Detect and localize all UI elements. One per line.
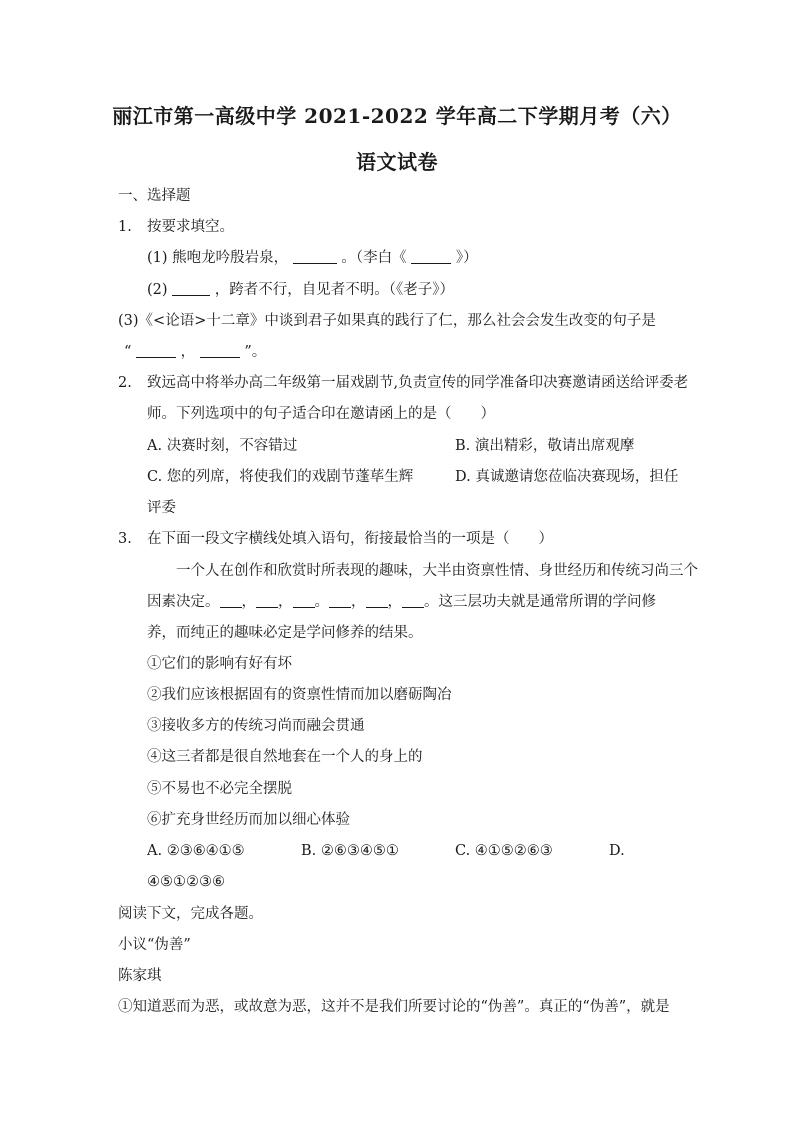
answer-blank[interactable] bbox=[411, 249, 451, 264]
question-number: 2. bbox=[118, 375, 132, 391]
option-b[interactable]: B. ②⑥③④⑤① bbox=[301, 843, 399, 859]
sep: 。 bbox=[424, 594, 439, 610]
answer-blank[interactable] bbox=[366, 593, 388, 608]
sep: ， bbox=[387, 594, 402, 610]
close-quote: ”。 bbox=[244, 344, 267, 360]
passage-text: 因素决定。 bbox=[147, 594, 220, 610]
option-a[interactable]: A. 决赛时刻，不容错过 bbox=[147, 438, 298, 454]
passage-line: 养，而纯正的趣味必定是学问修养的结果。 bbox=[147, 625, 423, 641]
option-d[interactable]: D. bbox=[609, 843, 625, 859]
question-number: 1. bbox=[118, 219, 132, 235]
sentence-item: ③接收多方的传统习尚而融会贯通 bbox=[147, 718, 365, 734]
q1-item-1-text-b: 。（李白《 bbox=[341, 250, 407, 266]
exam-title: 丽江市第一高级中学 2021-2022 学年高二下学期月考（六） bbox=[112, 104, 682, 128]
option-c[interactable]: C. ④①⑤②⑥③ bbox=[455, 843, 553, 859]
answer-blank[interactable] bbox=[293, 593, 315, 608]
passage-line: 一个人在创作和欣赏时所表现的趣味，大半由资禀性情、身世经历和传统习尚三个 bbox=[176, 563, 698, 579]
q1-item-1-text: (1) 熊咆龙吟殷岩泉， bbox=[147, 250, 289, 266]
article-paragraph: ①知道恶而为恶，或故意为恶，这并不是我们所要讨论的“伪善”。真正的“伪善”，就是 bbox=[118, 999, 670, 1015]
q1-item-3: (3)《<论语>十二章》中谈到君子如果真的践行了仁，那么社会会发生改变的句子是 bbox=[118, 313, 656, 329]
article-author: 陈家琪 bbox=[118, 968, 162, 984]
passage-text: 这三层功夫就是通常所谓的学问修 bbox=[438, 594, 656, 610]
option-a[interactable]: A. ②③⑥④①⑤ bbox=[147, 843, 245, 859]
question-stem: 在下面一段文字横线处填入语句，衔接最恰当的一项是（ ） bbox=[147, 531, 553, 547]
sentence-item: ⑤不易也不必完全摆脱 bbox=[147, 781, 292, 797]
answer-blank[interactable] bbox=[220, 593, 242, 608]
article-title: 小议“伪善” bbox=[118, 937, 191, 953]
reading-intro: 阅读下文，完成各题。 bbox=[118, 906, 263, 922]
q1-item-2-num: (2) bbox=[147, 282, 168, 298]
q1-item-2-text: ，跨者不行，自见者不明。（《老子》） bbox=[214, 282, 455, 298]
question-stem: 致远高中将举办高二年级第一届戏剧节,负责宣传的同学准备印决赛邀请函送给评委老 bbox=[147, 375, 689, 391]
comma: ， bbox=[180, 344, 196, 360]
sep: ， bbox=[351, 594, 366, 610]
passage-line-blanks bbox=[147, 593, 656, 611]
sentence-item: ②我们应该根据固有的资禀性情而加以磨砺陶冶 bbox=[147, 687, 452, 703]
q1-item-1 bbox=[147, 249, 478, 267]
sep: ， bbox=[241, 594, 256, 610]
answer-blank[interactable] bbox=[200, 343, 240, 358]
section-heading: 一、选择题 bbox=[118, 188, 191, 204]
question-stem-cont: 师。下列选项中的句子适合印在邀请函上的是（ ） bbox=[147, 406, 495, 422]
answer-blank[interactable] bbox=[329, 593, 351, 608]
q1-item-2 bbox=[147, 281, 454, 299]
answer-blank[interactable] bbox=[293, 249, 337, 264]
q1-item-1-text-c: 》） bbox=[455, 250, 478, 266]
answer-blank[interactable] bbox=[136, 343, 176, 358]
answer-blank[interactable] bbox=[402, 593, 424, 608]
sep: 。 bbox=[314, 594, 329, 610]
question-number: 3. bbox=[118, 531, 132, 547]
question-stem: 按要求填空。 bbox=[147, 219, 234, 235]
sentence-item: ①它们的影响有好有坏 bbox=[147, 656, 292, 672]
answer-blank[interactable] bbox=[256, 593, 278, 608]
open-quote: “ bbox=[124, 344, 132, 360]
option-d-cont: 评委 bbox=[147, 500, 176, 516]
answer-blank[interactable] bbox=[172, 281, 210, 296]
sentence-item: ⑥扩充身世经历而加以细心体验 bbox=[147, 812, 350, 828]
option-b[interactable]: B. 演出精彩，敬请出席观摩 bbox=[455, 438, 635, 454]
option-d-cont: ④⑤①②③⑥ bbox=[147, 874, 225, 890]
option-c[interactable]: C. 您的列席，将使我们的戏剧节蓬荜生辉 bbox=[147, 469, 414, 485]
sep: ， bbox=[278, 594, 293, 610]
exam-subtitle: 语文试卷 bbox=[356, 150, 438, 174]
option-d[interactable]: D. 真诚邀请您莅临决赛现场，担任 bbox=[455, 469, 679, 485]
q1-item-3-blanks bbox=[124, 343, 266, 361]
sentence-item: ④这三者都是很自然地套在一个人的身上的 bbox=[147, 749, 423, 765]
